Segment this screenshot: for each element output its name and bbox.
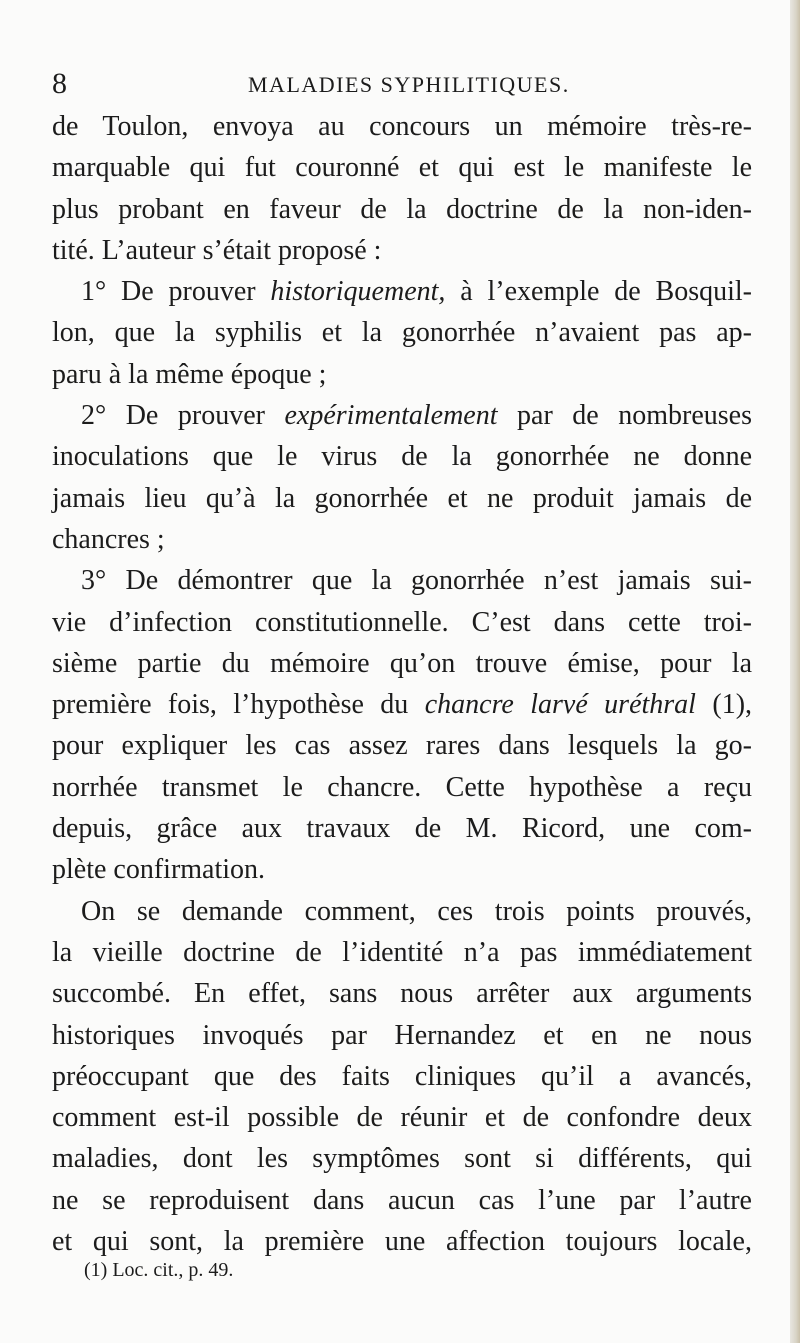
text-line: 3° De démontrer que la gonorrhée n’est jamais sui- — [81, 565, 752, 597]
text-line: succombé. En effet, sans nous arrêter aux arguments — [52, 978, 752, 1010]
text-line: pour expliquer les cas assez rares dans lesquels la go- — [52, 730, 752, 762]
text-line: jamais lieu qu’à la gonorrhée et ne produit jamais de — [52, 482, 752, 514]
page-number: 8 — [52, 67, 67, 100]
text-line: maladies, dont les symptômes sont si différents, qui — [52, 1143, 752, 1175]
text-line: de Toulon, envoya au concours un mémoire très-re- — [52, 111, 752, 142]
running-title: MALADIES SYPHILITIQUES. — [248, 72, 570, 97]
page-edge — [790, 0, 800, 1343]
text-line: 2° De prouver expérimentalement par de nombreuses — [81, 400, 753, 432]
running-head — [52, 66, 742, 102]
text-line: inoculations que le virus de la gonorrhée ne donne — [52, 441, 752, 473]
text-line: préoccupant que des faits cliniques qu’il a avancés, — [52, 1060, 752, 1092]
text-line: chancres ; — [52, 523, 165, 555]
text-line: ne se reproduisent dans aucun cas l’une par l’autre — [52, 1184, 752, 1216]
body-text — [52, 106, 752, 1262]
text-line: historiques invoqués par Hernandez et en ne nous — [52, 1019, 752, 1051]
text-line: depuis, grâce aux travaux de M. Ricord, une com- — [52, 813, 752, 845]
text-line: et qui sont, la première une affection toujours locale, — [52, 1226, 752, 1258]
text-line: norrhée transmet le chancre. Cette hypothèse a reçu — [52, 771, 752, 803]
text-line: la vieille doctrine de l’identité n’a pas immédiatement — [52, 936, 752, 968]
text-line: paru à la même époque ; — [52, 358, 327, 390]
text-line: marquable qui fut couronné et qui est le manifeste le — [52, 152, 752, 184]
text-line: lon, que la syphilis et la gonorrhée n’avaient pas ap- — [52, 317, 752, 349]
italic-text: expérimentalement — [284, 400, 498, 432]
text-line: comment est-il possible de réunir et de confondre deux — [52, 1102, 752, 1134]
text-line: première fois, l’hypothèse du chancre larvé uréthral (1), — [52, 689, 753, 721]
text-line: plus probant en faveur de la doctrine de la non-iden- — [52, 193, 752, 225]
text-line: tité. L’auteur s’était proposé : — [52, 234, 382, 266]
footnote: (1) Loc. cit., p. 49. — [84, 1259, 234, 1281]
italic-text: chancre larvé uréthral — [424, 689, 696, 721]
italic-text: historiquement, — [270, 276, 446, 308]
text-line: On se demande comment, ces trois points prouvés, — [81, 895, 752, 927]
text-line: vie d’infection constitutionnelle. C’est dans cette troi- — [52, 606, 752, 638]
text-line: 1° De prouver historiquement, à l’exemple de Bosquil- — [81, 276, 752, 308]
text-line: sième partie du mémoire qu’on trouve émise, pour la — [52, 647, 752, 679]
text-line: plète confirmation. — [52, 854, 266, 886]
